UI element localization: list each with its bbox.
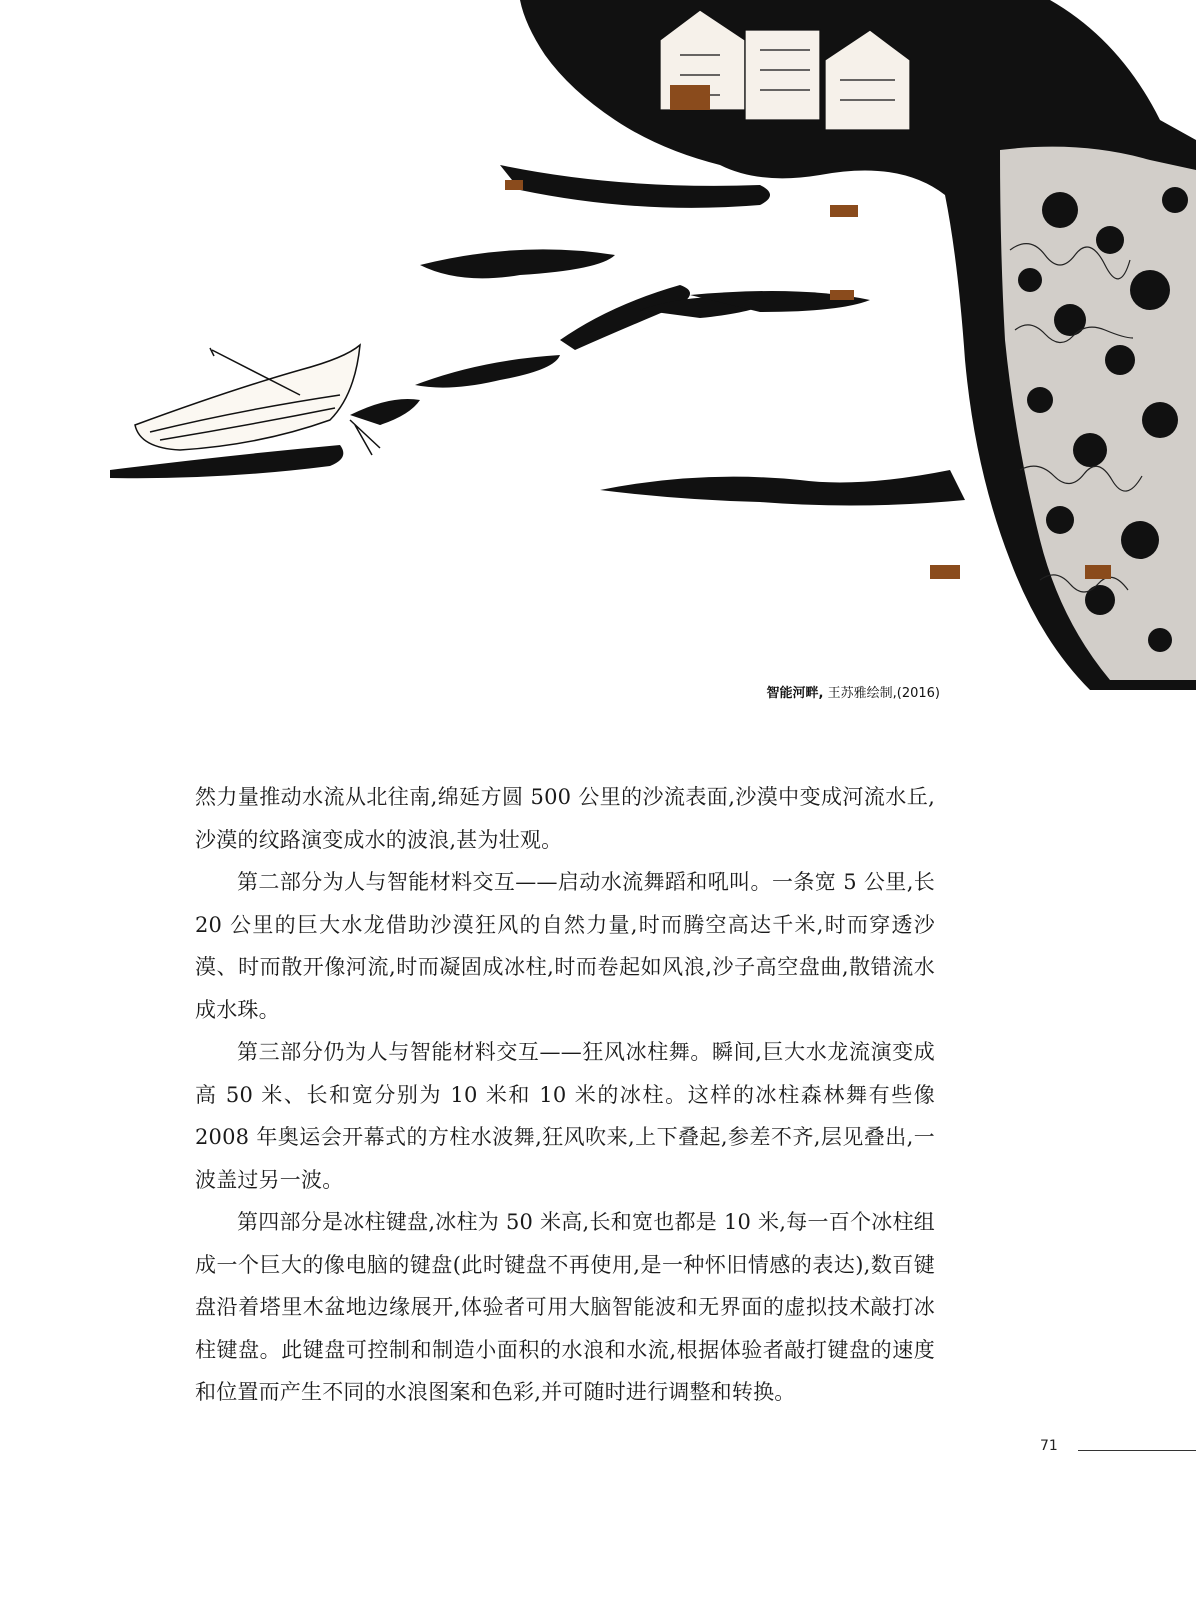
paragraph-part-three: 第三部分仍为人与智能材料交互——狂风冰柱舞。瞬间,巨大水龙流演变成高 50 米、长和宽分别为 10 米和 10 米的冰柱。这样的冰柱森林舞有些像 2008 年奥运会开幕式的方柱水波舞,狂风吹来,上下叠起,参差不齐,层见叠出,一波盖过另一波。	[195, 1040, 935, 1192]
caption-title: 智能河畔,	[766, 686, 824, 701]
article-body	[195, 776, 935, 1414]
figure-caption	[767, 682, 940, 701]
paragraph-part-two: 第二部分为人与智能材料交互——启动水流舞蹈和吼叫。一条宽 5 公里,长 20 公里的巨大水龙借助沙漠狂风的自然力量,时而腾空高达千米,时而穿透沙漠、时而散开像河流,时而凝固成冰柱,时而卷起如风浪,沙子高空盘曲,散错流水成水珠。	[195, 870, 935, 1022]
rowboat	[135, 345, 380, 455]
caption-credit: 王苏雅绘制,(2016)	[827, 686, 940, 701]
paragraph-continued: 然力量推动水流从北往南,绵延方圆 500 公里的沙流表面,沙漠中变成河流水丘,沙漠的纹路演变成水的波浪,甚为壮观。	[195, 785, 935, 852]
page-number: 71	[1040, 1438, 1058, 1454]
paragraph-part-four: 第四部分是冰柱键盘,冰柱为 50 米高,长和宽也都是 10 米,每一百个冰柱组成一个巨大的像电脑的键盘(此时键盘不再使用,是一种怀旧情感的表达),数百键盘沿着塔里木盆地边缘展开,体验者可用大脑智能波和无界面的虚拟技术敲打冰柱键盘。此键盘可控制和制造小面积的水浪和水流,根据体验者敲打键盘的速度和位置而产生不同的水浪图案和色彩,并可随时进行调整和转换。	[195, 1210, 935, 1404]
page-number-rule	[1078, 1450, 1196, 1451]
house-shadow	[670, 85, 710, 110]
riverside-illustration	[0, 0, 1196, 700]
